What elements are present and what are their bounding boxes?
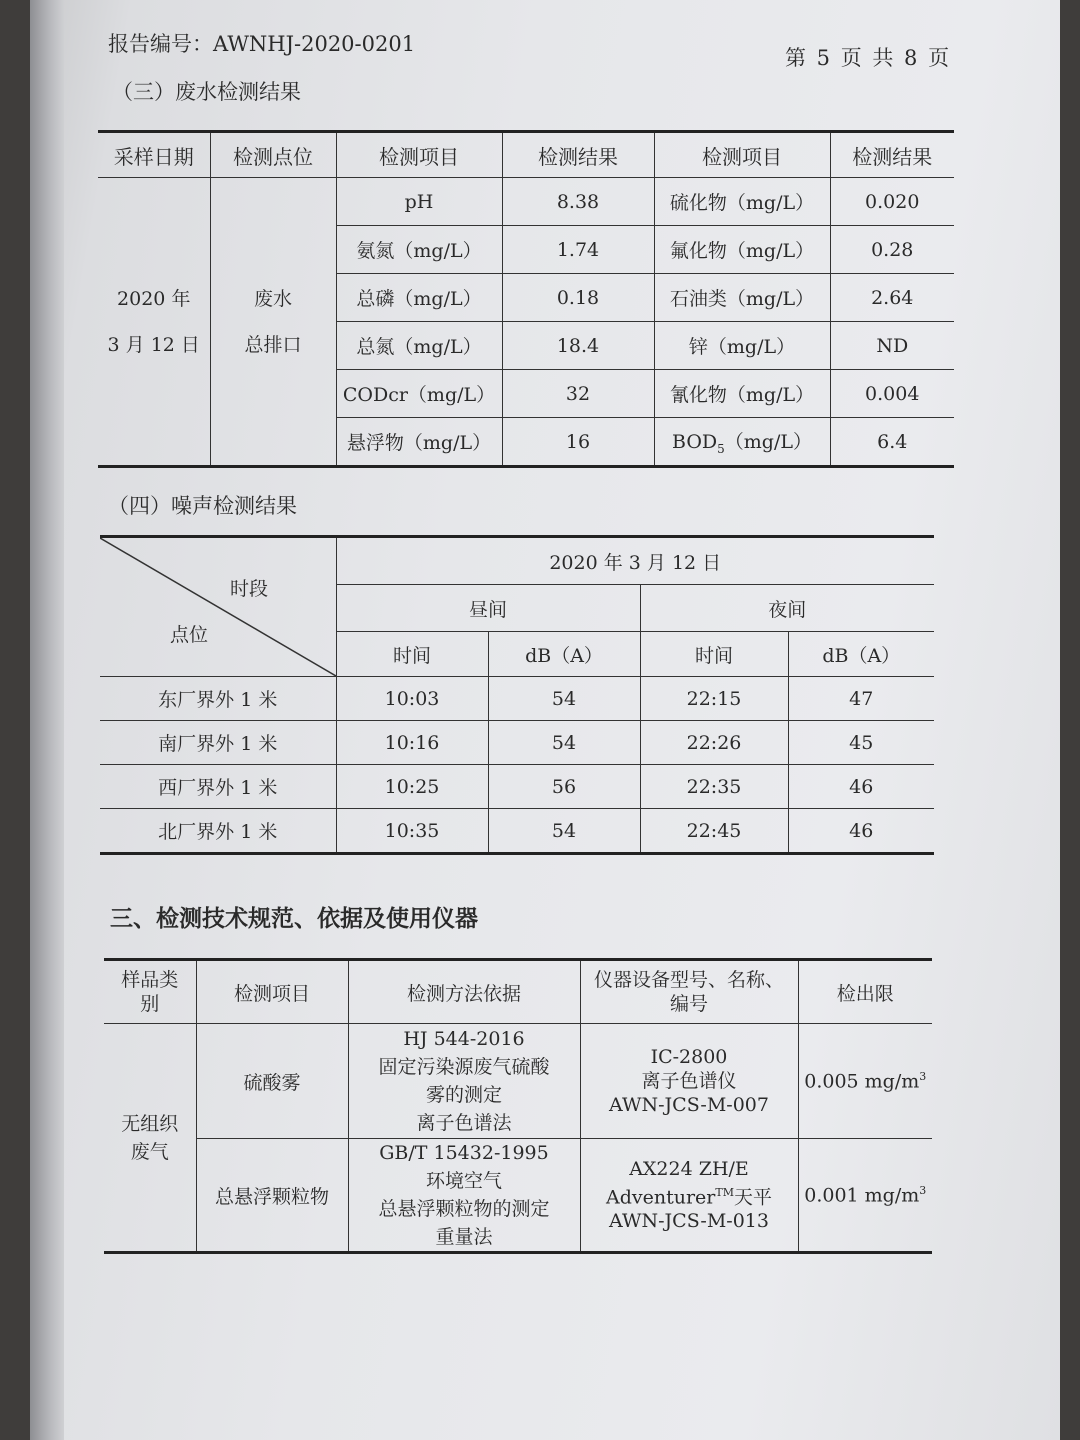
specs-table xyxy=(104,958,932,1254)
limit-header: 检出限 xyxy=(798,960,932,1024)
instrument-brand: Adventurer xyxy=(605,1186,716,1209)
table-row xyxy=(100,677,934,721)
method-line: 离子色谱法 xyxy=(416,1112,512,1134)
method-line: 环境空气 xyxy=(425,1170,502,1192)
sample-type-l1: 无组织 xyxy=(121,1112,179,1135)
db-cell: 47 xyxy=(788,677,934,721)
page-binding-shadow xyxy=(30,0,64,1440)
instrument-line: AWN-JCS-M-007 xyxy=(609,1094,769,1116)
limit-superscript: 3 xyxy=(919,1069,927,1083)
instrument-header-l1: 仪器设备型号、名称、 xyxy=(593,969,784,991)
sample-type-header-l2: 别 xyxy=(140,993,160,1015)
instrument-header-l2: 编号 xyxy=(669,993,708,1015)
instrument-line: AWN-JCS-M-013 xyxy=(609,1210,769,1233)
instrument-cell xyxy=(580,1024,798,1139)
header-cell: 采样日期 xyxy=(98,132,210,178)
method-cell xyxy=(348,1139,580,1253)
site-cell: 西厂界外 1 米 xyxy=(100,765,336,809)
item-cell: 硫酸雾 xyxy=(196,1024,348,1139)
result-cell: 6.4 xyxy=(830,418,954,467)
instrument-name: 天平 xyxy=(733,1186,772,1209)
table-header-row xyxy=(104,960,932,1024)
sampling-site-cell xyxy=(210,178,336,467)
noise-table xyxy=(100,535,934,855)
diagonal-corner-cell xyxy=(100,537,336,677)
site-cell: 北厂界外 1 米 xyxy=(100,809,336,854)
header-cell: 检测结果 xyxy=(830,132,954,178)
result-cell: 0.28 xyxy=(830,226,954,274)
time-cell: 22:35 xyxy=(640,765,788,809)
db-header: dB（A） xyxy=(788,632,934,677)
item-cell: 氰化物（mg/L） xyxy=(654,370,830,418)
result-cell: 18.4 xyxy=(502,322,654,370)
noise-date-header: 2020 年 3 月 12 日 xyxy=(336,537,934,585)
instrument-line xyxy=(581,1181,798,1209)
sampling-site-line2: 总排口 xyxy=(244,333,302,356)
limit-superscript: 3 xyxy=(919,1183,927,1197)
specs-section-title: 三、检测技术规范、依据及使用仪器 xyxy=(110,906,478,932)
limit-cell xyxy=(798,1139,932,1253)
nighttime-header: 夜间 xyxy=(640,585,934,632)
report-number: 报告编号：AWNHJ-2020-0201 xyxy=(108,32,416,56)
instrument-cell xyxy=(580,1139,798,1253)
db-cell: 54 xyxy=(488,677,640,721)
instrument-header xyxy=(580,960,798,1024)
time-cell: 22:15 xyxy=(640,677,788,721)
table-header-row xyxy=(98,132,954,178)
result-cell: 0.020 xyxy=(830,178,954,226)
sample-type-header xyxy=(104,960,196,1024)
result-cell: 32 xyxy=(502,370,654,418)
table-row xyxy=(100,765,934,809)
time-cell: 10:16 xyxy=(336,721,488,765)
result-cell: 0.004 xyxy=(830,370,954,418)
result-cell: 0.18 xyxy=(502,274,654,322)
sample-type-l2: 废气 xyxy=(130,1140,169,1163)
item-header: 检测项目 xyxy=(196,960,348,1024)
sampling-date-cell xyxy=(98,178,210,467)
site-cell: 东厂界外 1 米 xyxy=(100,677,336,721)
method-line: 固定污染源废气硫酸 xyxy=(378,1056,550,1078)
db-cell: 54 xyxy=(488,809,640,854)
instrument-line: 离子色谱仪 xyxy=(641,1070,737,1092)
item-cell: 氨氮（mg/L） xyxy=(336,226,502,274)
result-cell: 8.38 xyxy=(502,178,654,226)
corner-period-label: 时段 xyxy=(230,578,269,600)
method-line: 重量法 xyxy=(435,1226,493,1248)
diagonal-line xyxy=(100,538,336,676)
item-cell: 硫化物（mg/L） xyxy=(654,178,830,226)
site-cell: 南厂界外 1 米 xyxy=(100,721,336,765)
bod-unit: （mg/L） xyxy=(724,431,812,454)
corner-site-label: 点位 xyxy=(170,624,209,646)
daytime-header: 昼间 xyxy=(336,585,640,632)
instrument-line: AX224 ZH/E xyxy=(629,1157,749,1180)
item-cell: 总悬浮颗粒物 xyxy=(196,1139,348,1253)
report-page xyxy=(30,0,1060,1440)
item-cell: 总氮（mg/L） xyxy=(336,322,502,370)
db-cell: 46 xyxy=(788,765,934,809)
table-row xyxy=(100,721,934,765)
method-cell xyxy=(348,1024,580,1139)
item-cell: 悬浮物（mg/L） xyxy=(336,418,502,467)
sample-type-cell xyxy=(104,1024,196,1253)
item-cell: 总磷（mg/L） xyxy=(336,274,502,322)
table-row xyxy=(104,1024,932,1139)
method-line: HJ 544-2016 xyxy=(403,1028,525,1050)
trademark-superscript: TM xyxy=(715,1185,734,1199)
sampling-date-day: 3 月 12 日 xyxy=(107,333,200,356)
header-cell: 检测项目 xyxy=(654,132,830,178)
item-cell: 石油类（mg/L） xyxy=(654,274,830,322)
sampling-date-year: 2020 年 xyxy=(117,287,191,310)
item-cell: CODcr（mg/L） xyxy=(336,370,502,418)
db-cell: 45 xyxy=(788,721,934,765)
instrument-line: IC-2800 xyxy=(650,1046,728,1068)
result-cell: 1.74 xyxy=(502,226,654,274)
time-cell: 22:45 xyxy=(640,809,788,854)
time-cell: 10:35 xyxy=(336,809,488,854)
page-number: 第 5 页 共 8 页 xyxy=(785,46,952,70)
method-line: 雾的测定 xyxy=(425,1084,502,1106)
bod-label: BOD xyxy=(672,431,718,454)
method-line: GB/T 15432-1995 xyxy=(379,1142,549,1164)
header-cell: 检测结果 xyxy=(502,132,654,178)
db-cell: 56 xyxy=(488,765,640,809)
item-cell: pH xyxy=(336,178,502,226)
sample-type-header-l1: 样品类 xyxy=(121,969,179,991)
time-cell: 22:26 xyxy=(640,721,788,765)
db-header: dB（A） xyxy=(488,632,640,677)
table-row xyxy=(104,1139,932,1253)
item-cell: 锌（mg/L） xyxy=(654,322,830,370)
wastewater-table xyxy=(98,130,954,468)
result-cell: 2.64 xyxy=(830,274,954,322)
time-cell: 10:25 xyxy=(336,765,488,809)
noise-section-title: （四）噪声检测结果 xyxy=(108,494,297,518)
table-header-row xyxy=(100,537,934,585)
db-cell: 54 xyxy=(488,721,640,765)
time-cell: 10:03 xyxy=(336,677,488,721)
method-header: 检测方法依据 xyxy=(348,960,580,1024)
sampling-site-line1: 废水 xyxy=(253,287,292,310)
bod-subscript: 5 xyxy=(717,441,725,456)
header-cell: 检测点位 xyxy=(210,132,336,178)
time-header: 时间 xyxy=(336,632,488,677)
wastewater-section-title: （三）废水检测结果 xyxy=(112,80,301,104)
time-header: 时间 xyxy=(640,632,788,677)
limit-cell xyxy=(798,1024,932,1139)
limit-value: 0.005 mg/m xyxy=(804,1070,920,1093)
item-cell xyxy=(654,418,830,467)
result-cell: ND xyxy=(830,322,954,370)
table-row xyxy=(100,809,934,854)
item-cell: 氟化物（mg/L） xyxy=(654,226,830,274)
db-cell: 46 xyxy=(788,809,934,854)
limit-value: 0.001 mg/m xyxy=(804,1184,920,1207)
result-cell: 16 xyxy=(502,418,654,467)
method-line: 总悬浮颗粒物的测定 xyxy=(378,1198,550,1220)
table-row xyxy=(98,178,954,226)
header-cell: 检测项目 xyxy=(336,132,502,178)
